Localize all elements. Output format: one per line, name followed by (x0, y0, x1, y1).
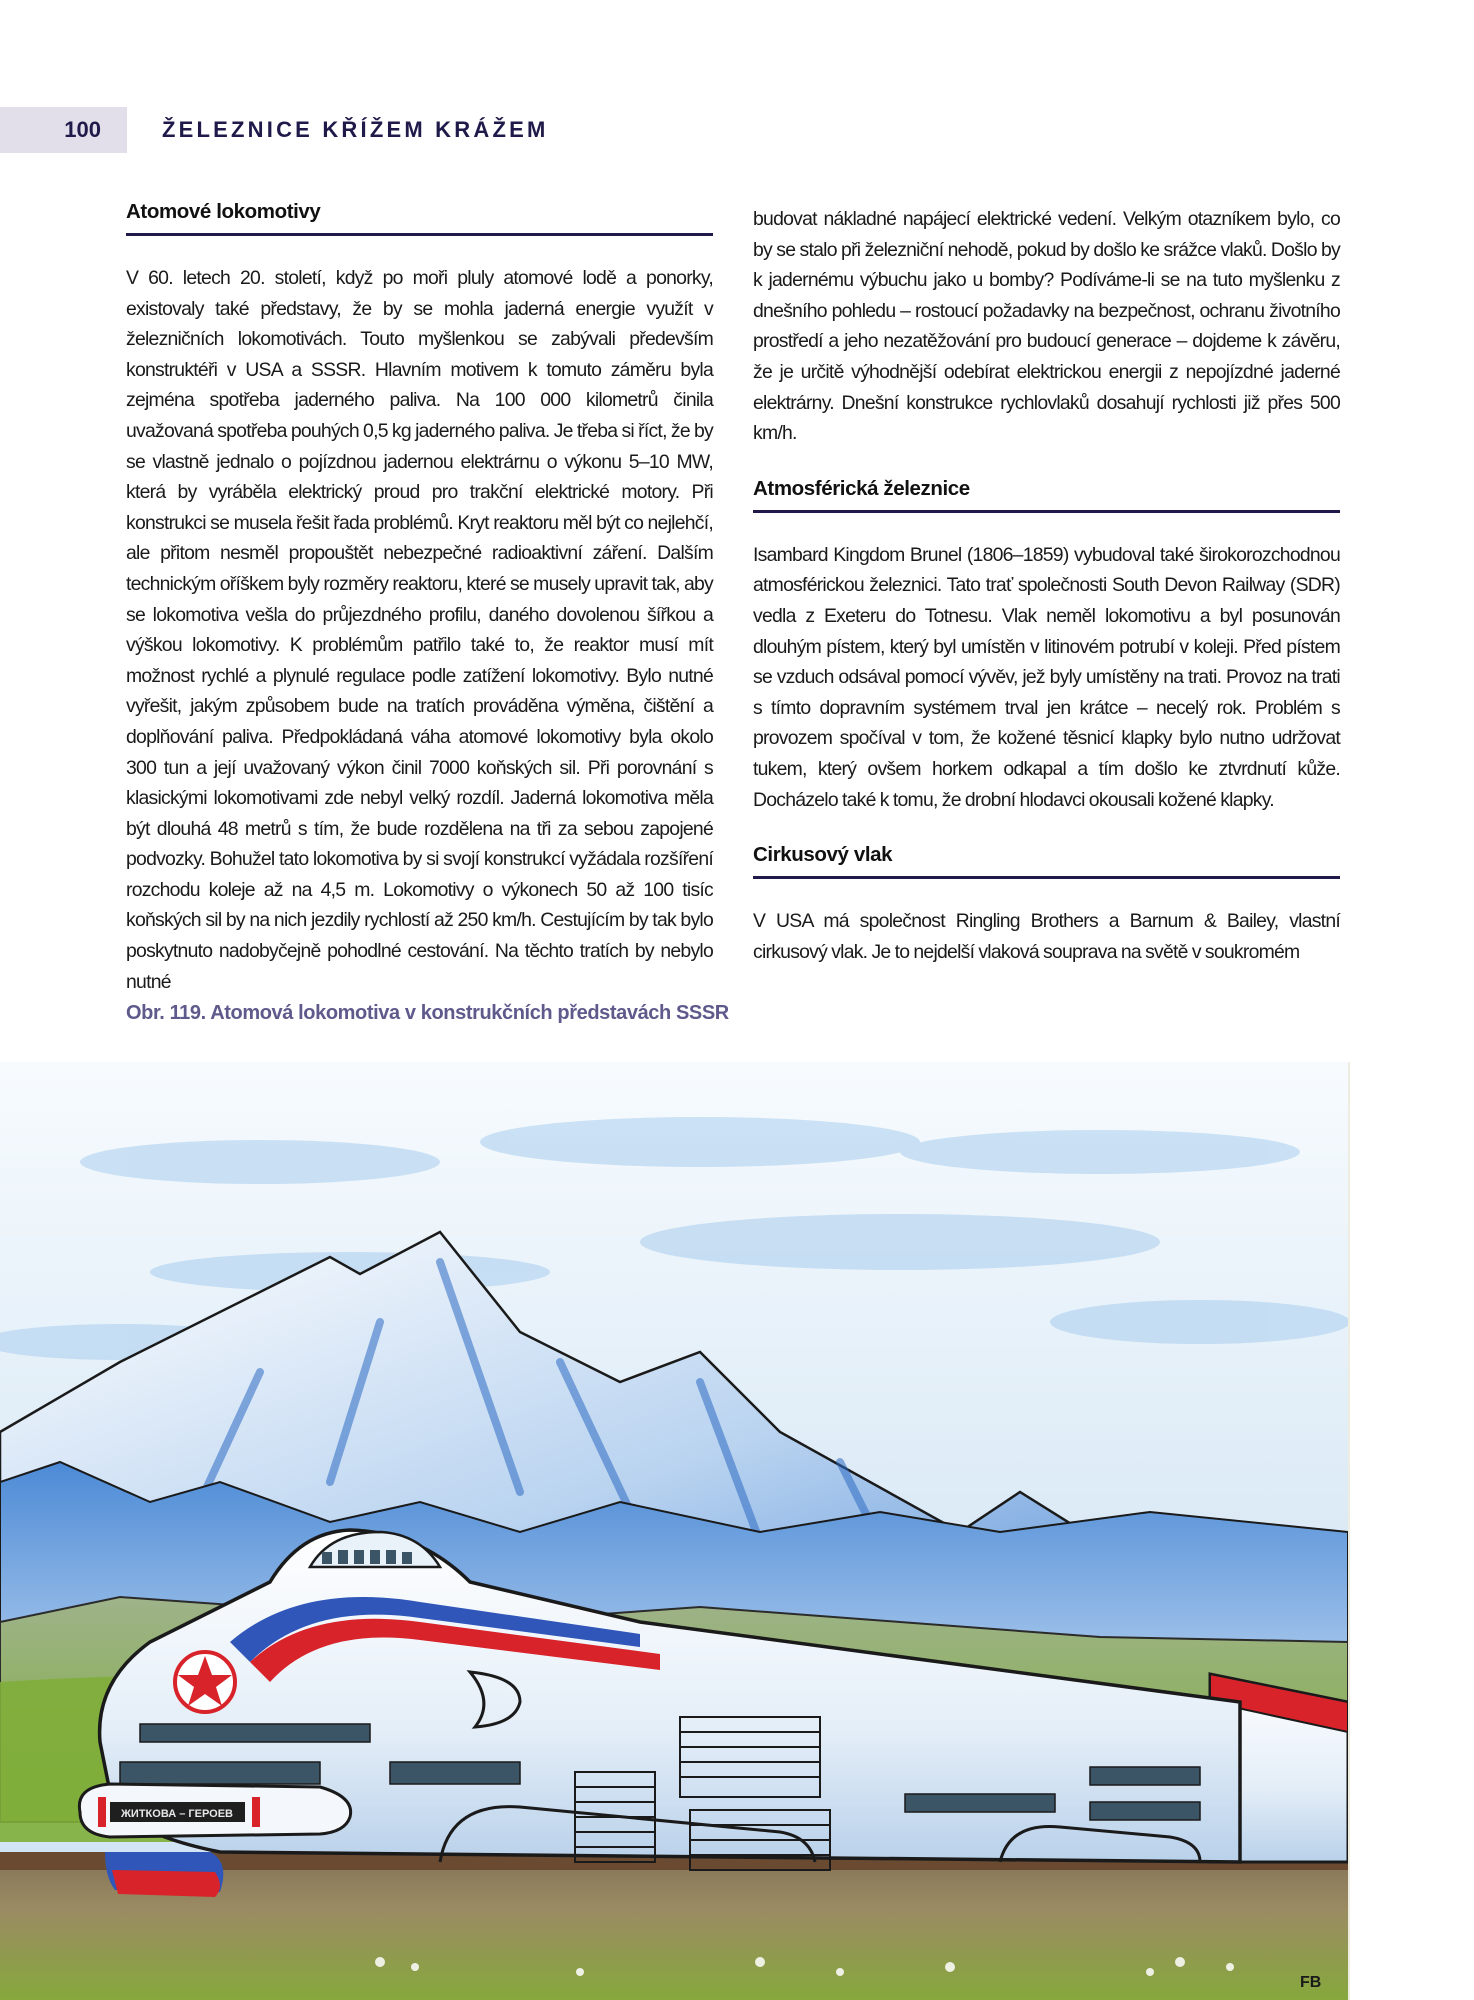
nameplate-text: ЖИТКОВА – ГЕРОЕВ (120, 1808, 234, 1820)
section-body-atmospheric-railway: Isambard Kingdom Brunel (1806–1859) vybudoval také širokorozchodnou atmosférickou železnici. Tato trať společnosti South Devon Railway (SDR) vedla z Exeteru do Totnesu. Vlak neměl lokomotivu a byl posunován dlouhým pístem, který byl umístěn v litinovém potrubí v koleji. Před pístem se vzduch odsával pomocí vývěv, jež byly umístěny na trati. Provoz na trati s tímto dopravním systémem trval jen krátce – necelý rok. Problém s provozem spočíval v tom, že kožené těsnicí klapky bylo nutno udržovat tukem, který ovšem horkem odkapal a tím došlo ke ztvrdnutí kůže. Docházelo také k tomu, že drobní hlodavci okousali kožené klapky. (753, 543, 1340, 811)
section-body-atomic-locomotives-continued: budovat nákladné napájecí elektrické vedení. Velkým otazníkem bylo, co by se stalo při železniční nehodě, pokud by došlo ke srážce vlaků. Došlo by k jadernému výbuchu jako u bomby? Podíváme-li se na tuto myšlenku z dnešního pohledu – rostoucí požadavky na bezpečnost, ochranu životního prostředí a jeho nezatěžování pro budoucí generace – dojdeme k závěru, že je určitě výhodnější odebírat elektrickou energii z nepojízdné jaderné elektrárny. Dnešní konstrukce rychlovlaků dosahují rychlosti již přes 500 km/h. (753, 208, 1340, 445)
section-heading-circus-train: Cirkusový vlak (753, 843, 1340, 879)
section-body-circus-train: V USA má společnost Ringling Brothers a Barnum & Bailey, vlastní cirkusový vlak. Je to nejdelší vlaková souprava na světě v soukromém (753, 910, 1340, 963)
section-heading-atomic-locomotives: Atomové lokomotivy (126, 200, 713, 236)
artist-signature: FB (1300, 1974, 1322, 1991)
right-column (753, 204, 1340, 967)
left-column (126, 200, 713, 997)
figure-atomic-locomotive-illustration (0, 1062, 1350, 2000)
figure-caption: Obr. 119. Atomová lokomotiva v konstrukčních představách SSSR (126, 1002, 729, 1024)
running-head (0, 107, 800, 153)
section-body-atomic-locomotives: V 60. letech 20. století, když po moři pluly atomové lodě a ponorky, existovaly také představy, že by se mohla jaderná energie využít v železničních lokomotivách. Touto myšlenkou se zabývali především konstruktéři v USA a SSSR. Hlavním motivem k tomuto záměru byla zejména spotřeba jaderného paliva. Na 100 000 kilometrů činila uvažovaná spotřeba pouhých 0,5 kg jaderného paliva. Je třeba si říct, že by se vlastně jednalo o pojízdnou jadernou elektrárnu o výkonu 5–10 MW, která by vyráběla elektrický proud pro trakční elektrické motory. Při konstrukci se musela řešit řada problémů. Kryt reaktoru měl být co nejlehčí, ale přitom nesměl propouštět nebezpečné radioaktivní záření. Dalším technickým oříškem byly rozměry reaktoru, které se musely upravit tak, aby se lokomotiva vešla do průjezdného profilu, daného dovolenou šířkou a výškou lokomotivy. K problémům patřilo také to, že reaktor musí mít možnost rychlé a plynulé regulace podle zatížení lokomotivy. Bylo nutné vyřešit, jakým způsobem bude na tratích prováděna výměna, čištění a doplňování paliva. Předpokládaná váha atomové lokomotivy byla okolo 300 tun a její uvažovaný výkon činil 7000 koňských sil. Při porovnání s klasickými lokomotivami zde nebyl velký rozdíl. Jaderná lokomotiva měla být dlouhá 48 metrů s tím, že bude rozdělena na tři za sebou zapojené podvozky. Bohužel tato lokomotiva by si svojí konstrukcí vyžádala rozšíření rozchodu koleje až na 4,5 m. Lokomotivy o výkonech 50 až 100 tisíc koňských sil by na nich jezdily rychlostí až 250 km/h. Cestujícím by tak bylo poskytnuto nadobyčejně pohodlné cestování. Na těchto tratích by nebylo nutné (126, 267, 713, 993)
page-number: 100 (0, 107, 127, 153)
section-heading-atmospheric-railway: Atmosférická železnice (753, 477, 1340, 513)
running-title: ŽELEZNICE KŘÍŽEM KRÁŽEM (162, 117, 549, 142)
